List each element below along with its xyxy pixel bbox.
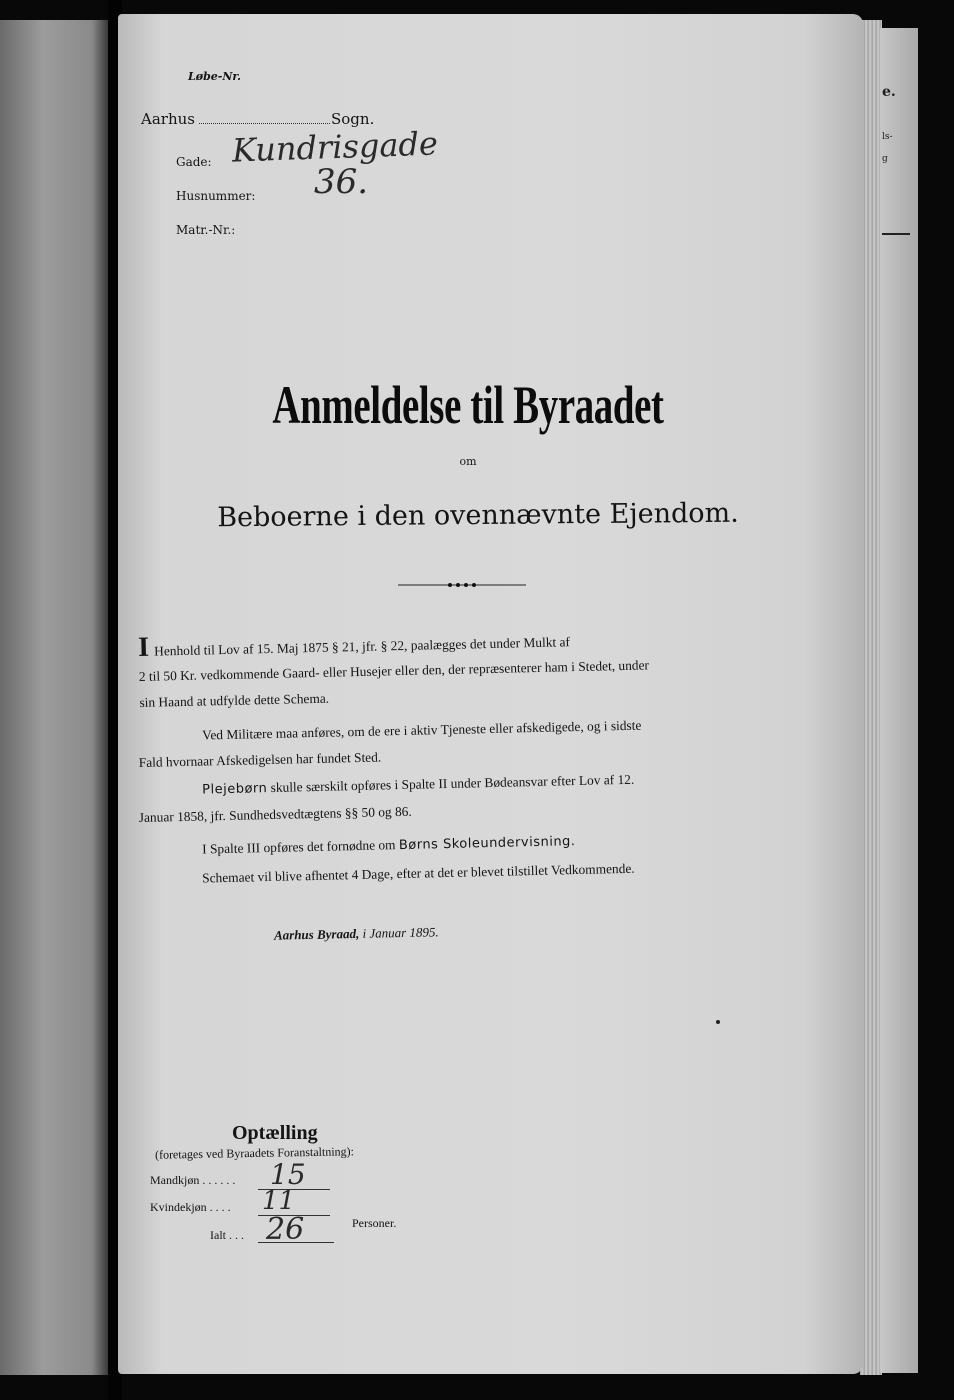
sogn-label: Sogn. bbox=[331, 110, 375, 128]
ialt-fill-line bbox=[258, 1242, 334, 1243]
paragraph-1 bbox=[138, 623, 779, 711]
gade-handwritten-value: Kundrisgade bbox=[231, 124, 439, 170]
mandkjon-label: Mandkjøn . . . . . . bbox=[150, 1173, 236, 1187]
aarhus-label: Aarhus bbox=[141, 110, 195, 128]
paragraph-1-line-1: I Henhold til Lov af 15. Maj 1875 § 21, jfr. § 22, paalægges det under Mulkt af bbox=[137, 631, 571, 663]
plejeborn-emphasis: Plejebørn bbox=[202, 781, 268, 798]
document-subtitle: Beboerne i den ovennævnte Ejendom. bbox=[217, 497, 739, 534]
next-page-fragment: g bbox=[882, 154, 888, 164]
ialt-handwritten-value: 26 bbox=[266, 1212, 305, 1247]
sogn-fill-line bbox=[199, 123, 330, 124]
next-page-fragment: e. bbox=[882, 84, 896, 100]
ink-speck bbox=[716, 1020, 720, 1024]
left-facing-page bbox=[0, 20, 108, 1375]
next-page-rule bbox=[882, 233, 910, 235]
ialt-label: Ialt . . . bbox=[210, 1228, 244, 1242]
paragraph-3-line-2: Januar 1858, jfr. Sundhedsvedtægtens §§ 50 og 86. bbox=[138, 803, 412, 825]
signoff-place: Aarhus Byraad, bbox=[273, 925, 360, 943]
mandkjon-handwritten-value: 15 bbox=[270, 1158, 306, 1191]
skoleundervisning-emphasis: Børns Skoleundervisning. bbox=[398, 834, 576, 854]
paragraph-1-line-3: sin Haand at udfylde dette Schema. bbox=[139, 690, 330, 710]
count-title: Optælling bbox=[232, 1122, 318, 1144]
ornament-divider bbox=[398, 580, 526, 590]
paragraph-4-line-1: I Spalte III opføres det fornødne om Børns Skoleundervisning. bbox=[202, 834, 576, 857]
husnummer-label: Husnummer: bbox=[176, 189, 256, 203]
signoff-date: Januar 1895. bbox=[369, 924, 439, 941]
husnummer-handwritten-value: 36. bbox=[314, 162, 369, 202]
kvindekjon-label: Kvindekjøn . . . . bbox=[150, 1200, 231, 1214]
paragraph-2-line-1: Ved Militære maa anføres, om de ere i aktiv Tjeneste eller afskedigede, og i sidste bbox=[202, 717, 642, 743]
next-page-fragment: ls- bbox=[882, 132, 893, 142]
paragraph-2-line-2: Fald hvornaar Afskedigelsen har fundet Sted. bbox=[138, 749, 382, 770]
page-edges bbox=[860, 20, 882, 1375]
paragraph-5-line-1: Schemaet vil blive afhentet 4 Dage, efter at det er blevet tilstillet Vedkommende. bbox=[202, 860, 635, 886]
om-connector: om bbox=[459, 455, 477, 468]
kvindekjon-handwritten-value: 11 bbox=[262, 1186, 296, 1216]
gade-label: Gade: bbox=[176, 155, 212, 169]
signoff-date-prefix: i bbox=[362, 925, 367, 941]
next-page-strip bbox=[880, 28, 918, 1373]
count-subtitle: (foretages ved Byraadets Foranstaltning): bbox=[154, 1144, 355, 1162]
paragraph-1-line-2: 2 til 50 Kr. vedkommende Gaard- eller Husejer eller den, der repræsenterer ham i Stedet, under bbox=[138, 657, 650, 684]
personer-label: Personer. bbox=[352, 1216, 397, 1230]
lobe-nr-label: Løbe-Nr. bbox=[188, 70, 241, 83]
matr-nr-label: Matr.-Nr.: bbox=[176, 223, 236, 237]
drop-cap: I bbox=[137, 631, 150, 663]
paragraph-3-line-1: Plejebørn skulle særskilt opføres i Spalte II under Bødeansvar efter Lov af 12. bbox=[202, 771, 635, 798]
document-title: Anmeldelse til Byraadet bbox=[272, 375, 664, 435]
